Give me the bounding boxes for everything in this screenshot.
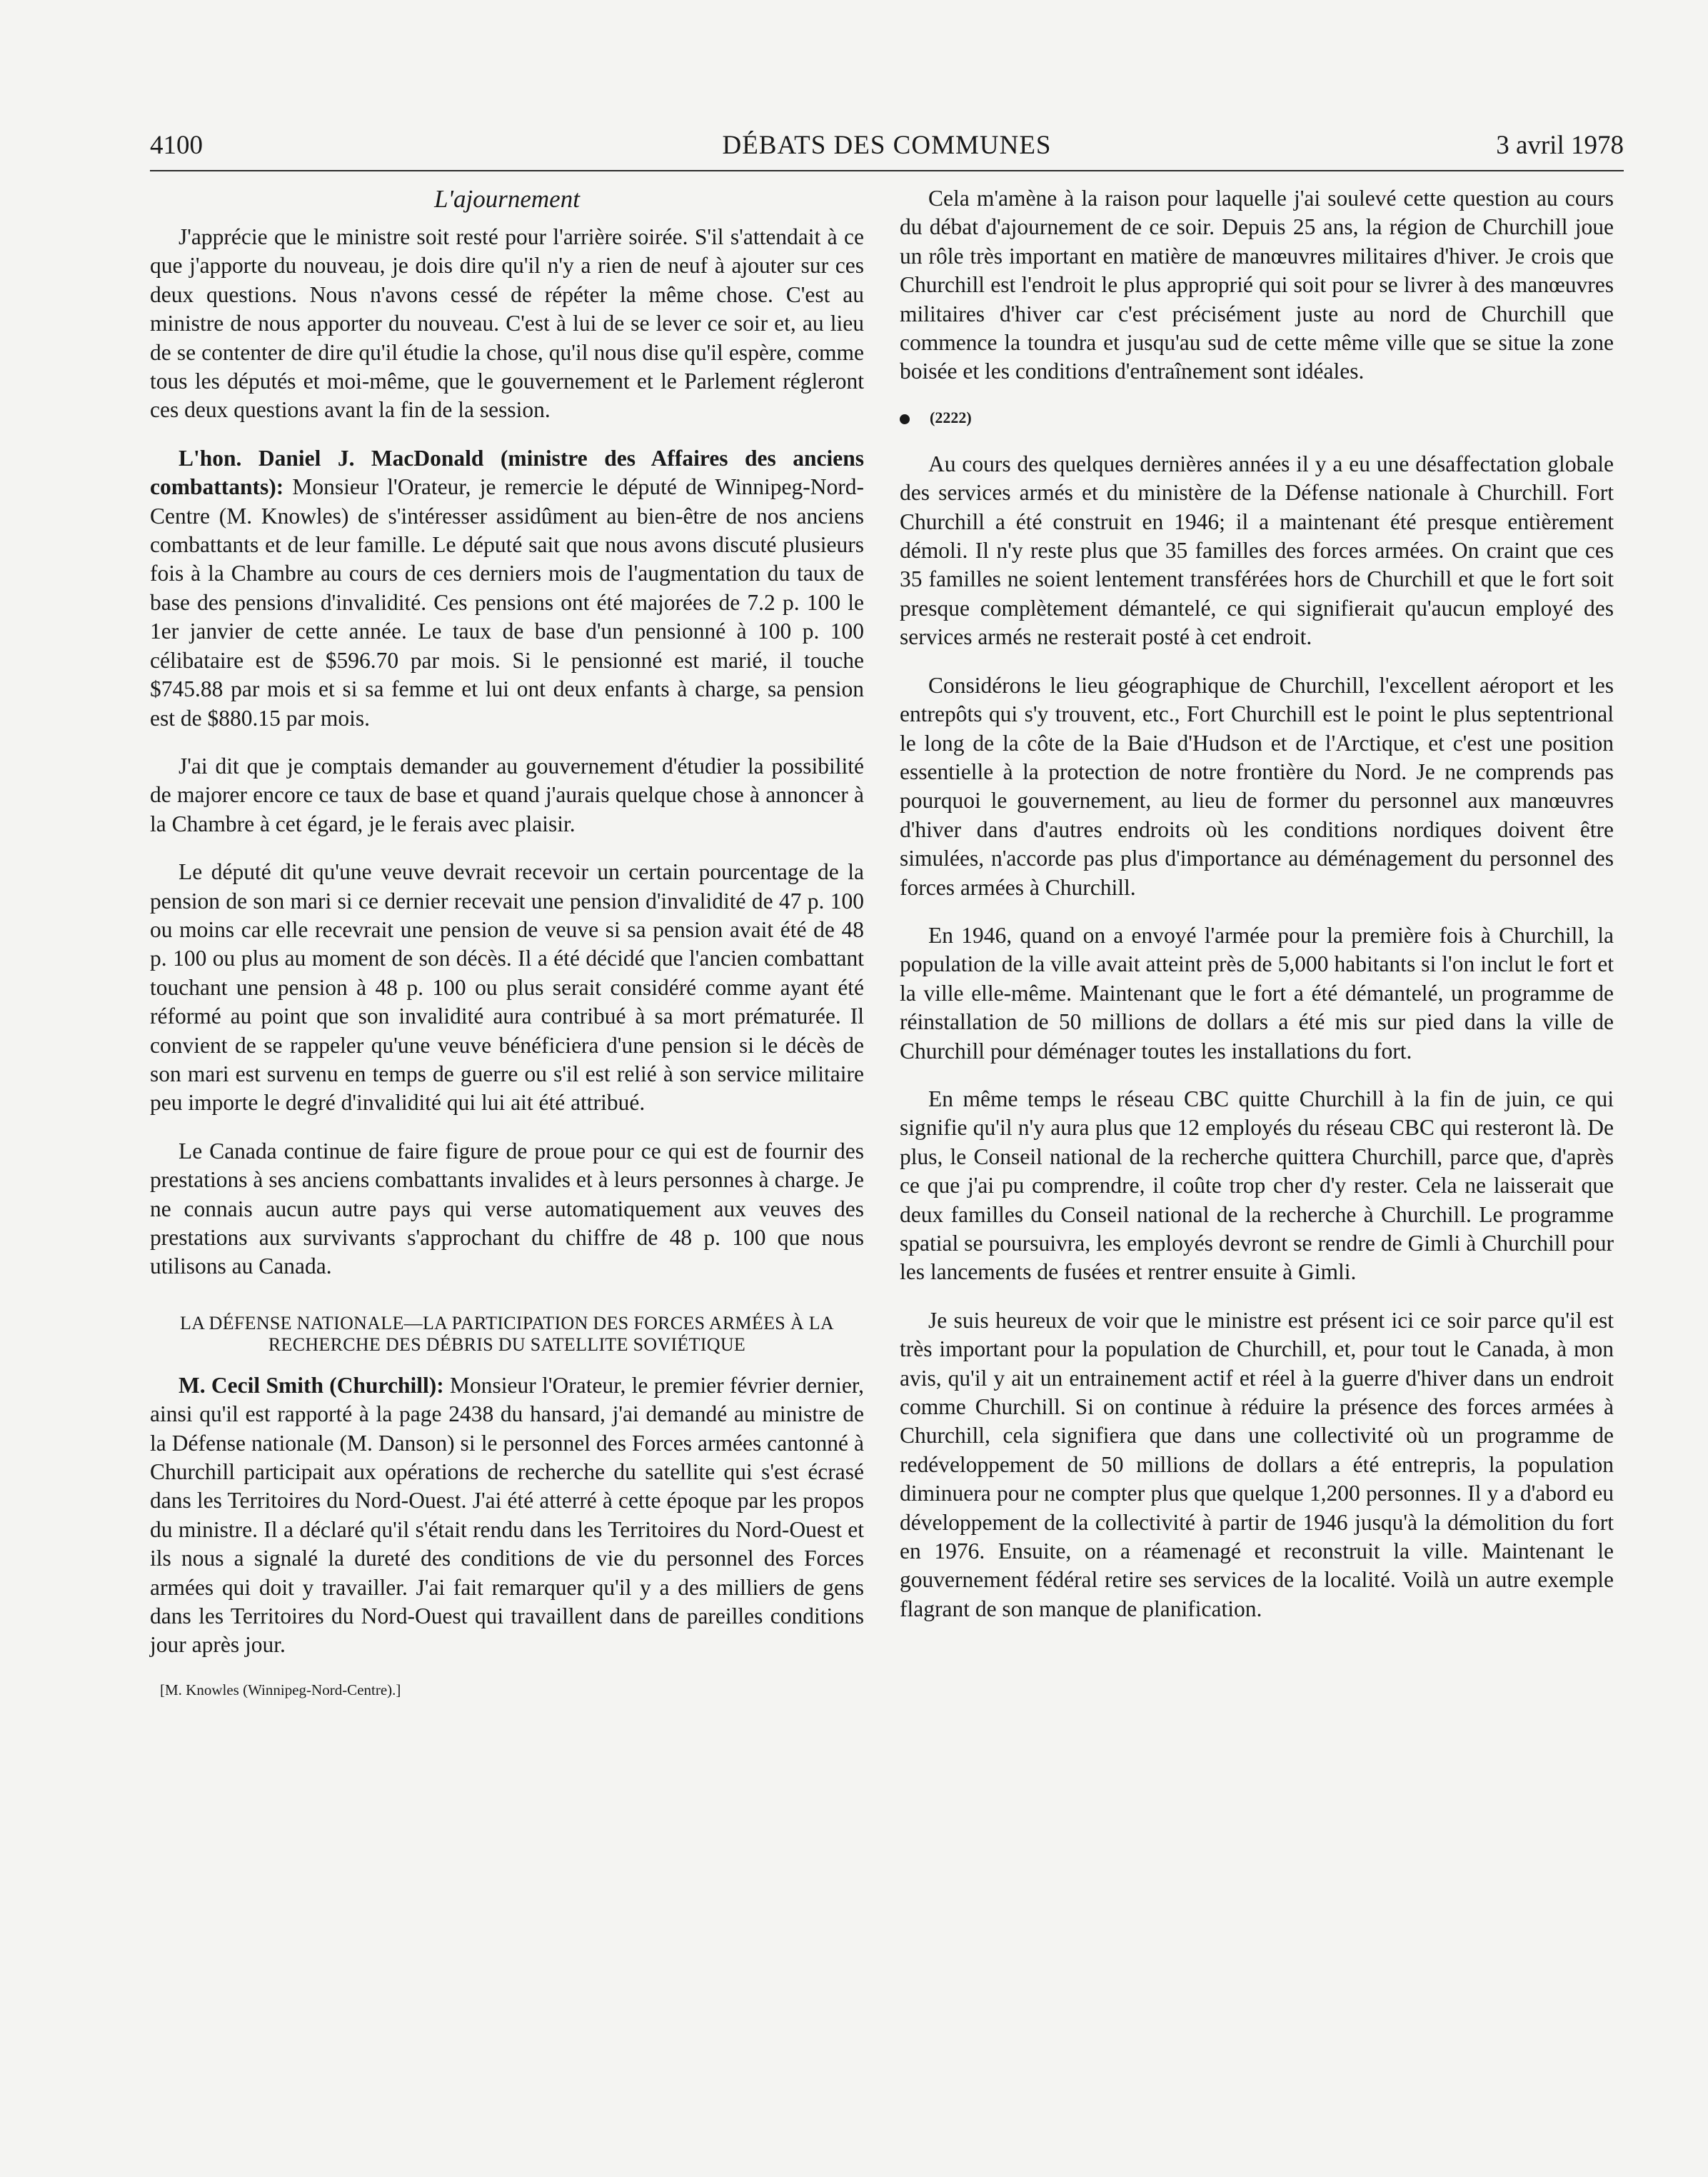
paragraph: En même temps le réseau CBC quitte Churchill à la fin de juin, ce qui signifie qu'il n'y aura plus que 12 employés du réseau CBC qui resteront là. De plus, le Conseil national de la recherche quittera Churchill, parce que, d'après ce que j'ai pu comprendre, il coûte trop cher d'y rester. Cela ne laisserait que deux familles du Conseil national de la recherche à Churchill. Le programme spatial se poursuivra, les employés devront se rendre de Gimli à Churchill pour les lancements de fusées et rentrer ensuite à Gimli. (900, 1086, 1614, 1285)
paragraph: Le Canada continue de faire figure de proue pour ce qui est de fournir des prestations à ses anciens combattants invalides et à leurs personnes à charge. Je ne connais aucun autre pays qui verse automatiquement aux veuves des prestations aux survivants s'approchant du chiffre de 48 p. 100 que nous utilisons au Canada. (150, 1138, 864, 1279)
footnote: [M. Knowles (Winnipeg-Nord-Centre).] (160, 1681, 401, 1698)
speaker-name: L'hon. Daniel J. MacDonald (ministre des Affaires des anciens combattants): (150, 445, 864, 500)
speech-text: Monsieur l'Orateur, le premier février dernier, ainsi qu'il est rapporté à la page 2438 du hansard, j'ai demandé au ministre de la Défense nationale (M. Danson) si le personnel des Forces armées cantonné à Churchill participait aux opérations de recherche du satellite qui s'est écrasé dans les Territoires du Nord-Ouest. J'ai été atterré à cette époque par les propos du ministre. Il a déclaré qu'il s'était rendu dans les Territoires du Nord-Ouest et ils nous a signalé la dureté des conditions de vie du personnel des Forces armées qui doit y travailler. J'ai fait remarquer qu'il y a des milliers de gens dans les Territoires du Nord-Ouest qui travaillent dans de pareilles conditions jour après jour. (150, 1372, 864, 1658)
debate-heading: LA DÉFENSE NATIONALE—LA PARTICIPATION DES FORCES ARMÉES À LA RECHERCHE DES DÉBRIS DU SATELLITE SOVIÉTIQUE (180, 1312, 834, 1355)
section-title: L'ajournement (434, 185, 580, 213)
paragraph: Au cours des quelques dernières années il y a eu une désaffectation globale des services armés et du ministère de la Défense nationale à Churchill. Fort Churchill a été construit en 1946; il a maintenant été presque entièrement démoli. Il n'y reste plus que 35 familles des forces armées. On craint que ces 35 familles ne soient lentement transférées hors de Churchill et que le fort soit presque complètement démantelé, ce qui signifierait qu'aucun employé des services armés ne resterait posté à cet endroit. (900, 451, 1614, 650)
speech-text: Monsieur l'Orateur, je remercie le député de Winnipeg-Nord-Centre (M. Knowles) de s'intéresser assidûment au bien-être de nos anciens combattants et de leur famille. Le député sait que nous avons discuté plusieurs fois à la Chambre au cours de ces derniers mois de l'augmentation du taux de base des pensions d'invalidité. Ces pensions ont été majorées de 7.2 p. 100 le 1er janvier de cette année. Le taux de base d'un pensionné à 100 p. 100 célibataire est de $596.70 par mois. Si le pensionné est marié, il touche $745.88 par mois et si sa femme et lui ont deux enfants à charge, sa pension est de $880.15 par mois. (150, 474, 864, 731)
paragraph (150, 444, 864, 733)
time-marker (900, 406, 1614, 430)
publication-title: DÉBATS DES COMMUNES (722, 131, 1052, 160)
paragraph: J'ai dit que je comptais demander au gouvernement d'étudier la possibilité de majorer encore ce taux de base et quand j'aurais quelque chose à annoncer à la Chambre à cet égard, je le ferais avec plaisir. (150, 753, 864, 836)
speaker-name: M. Cecil Smith (Churchill): (179, 1372, 444, 1398)
paragraph: Considérons le lieu géographique de Churchill, l'excellent aéroport et les entrepôts qui s'y trouvent, etc., Fort Churchill est le point le plus septentrional le long de la côte de la Baie d'Hudson et de l'Arctique, et c'est une position essentielle à la protection de notre frontière du Nord. Je ne comprends pas pourquoi le gouvernement, au lieu de former du personnel aux manœuvres d'hiver dans d'autres endroits où les conditions nordiques doivent être simulées, n'accorde pas plus d'importance au déménagement du personnel des forces armées à Churchill. (900, 672, 1614, 900)
paragraph: Cela m'amène à la raison pour laquelle j'ai soulevé cette question au cours du débat d'ajournement de ce soir. Depuis 25 ans, la région de Churchill joue un rôle très important en matière de manœuvres militaires d'hiver. Je crois que Churchill est l'endroit le plus approprié qui soit pour se livrer à des manœuvres militaires d'hiver car c'est précisément juste au nord de Churchill que commence la toundra et jusqu'au sud de cette même ville que se situe la zone boisée et les conditions d'entraînement sont idéales. (900, 186, 1614, 384)
paragraph: Le député dit qu'une veuve devrait recevoir un certain pourcentage de la pension de son mari si ce dernier recevait une pension d'invalidité de 47 p. 100 ou moins car elle recevrait une pension de veuve si sa pension avait été de 48 p. 100 ou plus au moment de son décès. Il a été décidé que l'ancien combattant touchant une pension à 48 p. 100 ou plus serait considéré comme ayant été réformé au point que son invalidité aura contribué à sa mort prématurée. Il convient de se rappeler qu'une veuve bénéficiera d'une pension si le décès de son mari est survenu en temps de guerre ou s'il est relié à son service militaire peu importe le degré d'invalidité qui lui ait été attribué. (150, 859, 864, 1116)
left-column (150, 184, 864, 1701)
right-column (900, 184, 1614, 1643)
paragraph: Je suis heureux de voir que le ministre est présent ici ce soir parce qu'il est très important pour la population de Churchill, et, pour tout le Canada, à mon avis, qu'il y ait un entrainement actif et réel à la guerre d'hiver dans un endroit comme Churchill. Si on continue à réduire la présence des forces armées à Churchill, cela signifiera que dans une collectivité où un programme de redéveloppement de 50 millions de dollars a été entrepris, la population diminuera pour ne compter plus que quelque 1,200 personnes. Il y a d'abord eu développement de la collectivité à partir de 1946 jusqu'à la démolition du fort en 1976. Ensuite, on a réamenagé et reconstruit la ville. Maintenant le gouvernement fédéral retire ses services de la localité. Voilà un autre exemple flagrant de son manque de planification. (900, 1307, 1614, 1621)
bullet-icon (900, 414, 910, 424)
page-date: 3 avril 1978 (1496, 131, 1624, 160)
page-header (150, 129, 1624, 171)
paragraph: En 1946, quand on a envoyé l'armée pour la première fois à Churchill, la population de la ville avait atteint près de 5,000 habitants si l'on inclut le fort et la ville elle-même. Maintenant que le fort a été démantelé, un programme de réinstallation de 50 millions de dollars a été mis sur pied dans la ville de Churchill pour déménager toutes les installations du fort. (900, 922, 1614, 1064)
page-number: 4100 (150, 131, 203, 160)
paragraph (150, 1371, 864, 1660)
paragraph: J'apprécie que le ministre soit resté pour l'arrière soirée. S'il s'attendait à ce que j'apporte du nouveau, je dois dire qu'il n'y a rien de neuf à ajouter sur ces deux questions. Nous n'avons cessé de répéter la même chose. C'est au ministre de nous apporter du nouveau. C'est à lui de se lever ce soir et, au lieu de se contenter de dire qu'il étudie la chose, qu'il nous dise qu'il espère, comme tous les députés et moi-même, que le gouvernement et le Parlement régleront ces deux questions avant la fin de la session. (150, 224, 864, 423)
time-code: (2222) (930, 408, 972, 426)
